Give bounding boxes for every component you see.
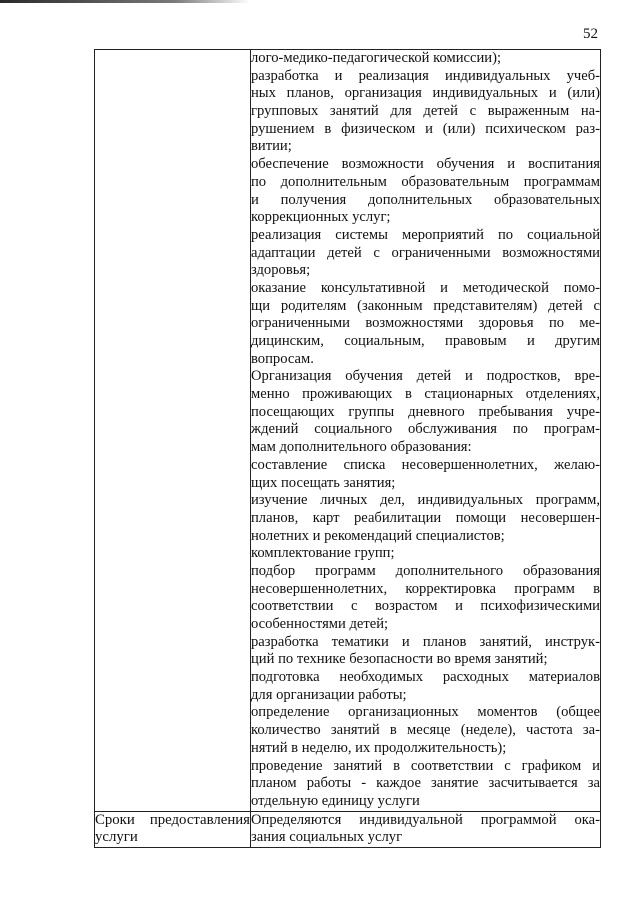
row1-label-cell — [95, 50, 251, 812]
text-line: менно проживающих в стационарных отделениях, — [251, 386, 600, 403]
table-row — [95, 50, 601, 812]
text-line: определение организационных моментов (общее — [251, 704, 600, 721]
page-number: 52 — [583, 26, 598, 42]
text-line: изучение личных дел, индивидуальных программ, — [251, 492, 600, 509]
text-line: по дополнительным образовательным программам — [251, 173, 600, 190]
scan-edge-mark — [0, 0, 250, 3]
text-line: мам дополнительного образования: — [251, 439, 472, 456]
text-line: витии; — [251, 138, 292, 155]
text-line: особенностями детей; — [251, 616, 389, 632]
text-line: коррекционных услуг; — [251, 209, 391, 226]
text-line: нолетних и рекомендаций специалистов; — [251, 527, 505, 544]
text-line: для организации работы; — [251, 686, 407, 703]
row1-content-lines — [251, 50, 600, 811]
text-line: щи родителям (законным представителям) детей с — [251, 297, 600, 314]
services-table — [94, 49, 601, 848]
text-line: ограниченными возможностями здоровья по ме- — [251, 315, 600, 332]
text-line: подготовка необходимых расходных материалов — [251, 669, 600, 686]
text-line: количество занятий в месяце (неделе), частота за- — [251, 722, 600, 739]
text-line: оказание консультативной и методической помо- — [251, 279, 600, 296]
text-line: несовершеннолетних, корректировка программ в — [251, 580, 600, 597]
text-line: разработка и реализация индивидуальных учеб- — [251, 67, 600, 84]
text-line: адаптации детей с ограниченными возможностями — [251, 244, 600, 261]
text-line: подбор программ дополнительного образования — [251, 562, 600, 579]
text-line: и получения дополнительных образовательных — [251, 191, 600, 208]
row2-label-cell — [95, 811, 251, 847]
text-line: соответствии с возрастом и психофизическими — [251, 598, 600, 615]
text-line: реализация системы мероприятий по социальной — [251, 226, 600, 243]
text-line: вопросам. — [251, 350, 314, 367]
table-row — [95, 811, 601, 847]
text-line: планом работы - каждое занятие засчитывается за — [251, 775, 600, 792]
text-line: групповых занятий для детей с выраженным на- — [251, 103, 600, 120]
row1-content-cell — [251, 50, 601, 812]
text-line: зания социальных услуг — [251, 829, 403, 846]
text-line: дицинским, социальным, правовым и другим — [251, 333, 600, 349]
text-line: посещающих группы дневного пребывания учре- — [251, 403, 600, 420]
text-line: обеспечение возможности обучения и воспитания — [251, 156, 600, 173]
text-line: составление списка несовершеннолетних, желаю- — [251, 456, 600, 473]
text-line: Сроки предоставления — [95, 811, 250, 828]
text-line: здоровья; — [251, 262, 311, 279]
text-line: проведение занятий в соответствии с графиком и — [251, 757, 600, 774]
text-line: Определяются индивидуальной программой ока- — [251, 811, 600, 828]
text-line: ций по технике безопасности во время занятий; — [251, 651, 548, 668]
text-line: комплектование групп; — [251, 545, 395, 562]
text-line: планов, карт реабилитации помощи несовершен- — [251, 509, 600, 526]
text-line: услуги — [95, 829, 138, 846]
text-line: лого-медико-педагогической комиссии); — [251, 50, 501, 66]
text-line: щих посещать занятия; — [251, 474, 396, 491]
text-line: рушением в физическом и (или) психическом раз- — [251, 120, 600, 137]
row2-content-cell — [251, 811, 601, 847]
text-line: нятий в неделю, их продолжительность); — [251, 739, 507, 756]
text-line: разработка тематики и планов занятий, инструк- — [251, 633, 600, 650]
row2-content-lines — [251, 812, 600, 847]
text-line: ных планов, организация индивидуальных и (или) — [251, 85, 600, 102]
text-line: ждений социального обслуживания по програм- — [251, 421, 600, 438]
row2-label-lines — [95, 812, 250, 847]
text-line: отдельную единицу услуги — [251, 792, 420, 809]
text-line: Организация обучения детей и подростков, вре- — [251, 368, 600, 385]
